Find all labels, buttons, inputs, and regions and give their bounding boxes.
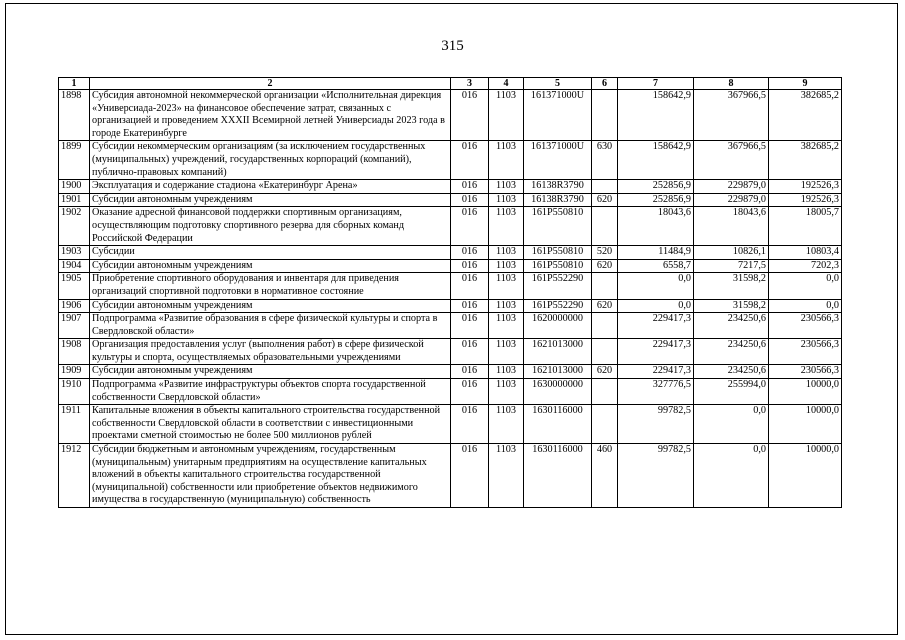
- row-amount-col8: 255994,0: [694, 379, 769, 405]
- row-amount-col9: 7202,3: [769, 259, 842, 273]
- row-amount-col7: 6558,7: [618, 259, 694, 273]
- row-number: 1908: [59, 339, 90, 365]
- row-amount-col7: 229417,3: [618, 365, 694, 379]
- col-header-7: 7: [618, 78, 694, 90]
- row-amount-col7: 158642,9: [618, 90, 694, 141]
- row-amount-col7: 252856,9: [618, 193, 694, 207]
- row-expense-type: 460: [592, 444, 618, 508]
- row-target-code: 1621013000: [524, 339, 592, 365]
- row-admin-code: 016: [451, 273, 489, 299]
- row-number: 1912: [59, 444, 90, 508]
- row-section-code: 1103: [489, 141, 524, 180]
- row-number: 1909: [59, 365, 90, 379]
- row-name: Субсидии бюджетным и автономным учреждениям, государственным (муниципальным) унитарным предприятиям на осуществление капитальных вложений в объекты капитального строительства государственной (муниципальной) собственности или приобретение объектов недвижимого имущества в государственную (муниципальную) собственность: [90, 444, 451, 508]
- row-number: 1902: [59, 207, 90, 246]
- row-section-code: 1103: [489, 444, 524, 508]
- row-section-code: 1103: [489, 246, 524, 260]
- row-section-code: 1103: [489, 379, 524, 405]
- row-expense-type: [592, 313, 618, 339]
- col-header-1: 1: [59, 78, 90, 90]
- row-amount-col8: 229879,0: [694, 193, 769, 207]
- col-header-5: 5: [524, 78, 592, 90]
- row-amount-col9: 382685,2: [769, 90, 842, 141]
- row-target-code: 16138R3790: [524, 193, 592, 207]
- row-name: Субсидии автономным учреждениям: [90, 193, 451, 207]
- row-amount-col8: 10826,1: [694, 246, 769, 260]
- row-amount-col8: 367966,5: [694, 141, 769, 180]
- row-admin-code: 016: [451, 141, 489, 180]
- row-amount-col7: 99782,5: [618, 444, 694, 508]
- row-number: 1903: [59, 246, 90, 260]
- row-expense-type: [592, 90, 618, 141]
- row-number: 1904: [59, 259, 90, 273]
- table-row: [59, 180, 842, 194]
- row-admin-code: 016: [451, 299, 489, 313]
- row-admin-code: 016: [451, 405, 489, 444]
- row-expense-type: [592, 207, 618, 246]
- row-amount-col7: 0,0: [618, 299, 694, 313]
- row-amount-col8: 367966,5: [694, 90, 769, 141]
- row-section-code: 1103: [489, 90, 524, 141]
- row-section-code: 1103: [489, 365, 524, 379]
- table-row: [59, 193, 842, 207]
- row-amount-col7: 0,0: [618, 273, 694, 299]
- row-target-code: 161371000U: [524, 141, 592, 180]
- col-header-8: 8: [694, 78, 769, 90]
- row-amount-col9: 192526,3: [769, 180, 842, 194]
- col-header-6: 6: [592, 78, 618, 90]
- row-amount-col9: 0,0: [769, 299, 842, 313]
- row-section-code: 1103: [489, 313, 524, 339]
- row-admin-code: 016: [451, 207, 489, 246]
- row-amount-col8: 0,0: [694, 444, 769, 508]
- row-name: Подпрограмма «Развитие образования в сфере физической культуры и спорта в Свердловской области»: [90, 313, 451, 339]
- row-amount-col8: 31598,2: [694, 299, 769, 313]
- row-target-code: 1620000000: [524, 313, 592, 339]
- row-target-code: 1621013000: [524, 365, 592, 379]
- row-number: 1910: [59, 379, 90, 405]
- row-amount-col7: 158642,9: [618, 141, 694, 180]
- row-amount-col8: 7217,5: [694, 259, 769, 273]
- row-amount-col9: 230566,3: [769, 365, 842, 379]
- row-amount-col7: 99782,5: [618, 405, 694, 444]
- row-amount-col8: 229879,0: [694, 180, 769, 194]
- row-amount-col8: 234250,6: [694, 365, 769, 379]
- col-header-3: 3: [451, 78, 489, 90]
- row-amount-col9: 230566,3: [769, 313, 842, 339]
- row-amount-col8: 31598,2: [694, 273, 769, 299]
- row-name: Субсидии: [90, 246, 451, 260]
- row-amount-col9: 10803,4: [769, 246, 842, 260]
- row-number: 1905: [59, 273, 90, 299]
- row-amount-col9: 18005,7: [769, 207, 842, 246]
- row-target-code: 161371000U: [524, 90, 592, 141]
- row-admin-code: 016: [451, 339, 489, 365]
- row-amount-col9: 0,0: [769, 273, 842, 299]
- table-row: [59, 207, 842, 246]
- row-name: Организация предоставления услуг (выполнения работ) в сфере физической культуры и спорта, осуществляемых образовательными учреждениями: [90, 339, 451, 365]
- row-name: Субсидии автономным учреждениям: [90, 365, 451, 379]
- row-amount-col7: 18043,6: [618, 207, 694, 246]
- row-number: 1911: [59, 405, 90, 444]
- row-section-code: 1103: [489, 180, 524, 194]
- row-amount-col9: 10000,0: [769, 444, 842, 508]
- table-row: [59, 405, 842, 444]
- row-expense-type: 620: [592, 259, 618, 273]
- row-admin-code: 016: [451, 246, 489, 260]
- table-row: [59, 339, 842, 365]
- row-admin-code: 016: [451, 259, 489, 273]
- table-row: [59, 246, 842, 260]
- row-amount-col8: 234250,6: [694, 313, 769, 339]
- row-admin-code: 016: [451, 365, 489, 379]
- row-amount-col7: 327776,5: [618, 379, 694, 405]
- row-section-code: 1103: [489, 339, 524, 365]
- row-amount-col7: 229417,3: [618, 313, 694, 339]
- row-section-code: 1103: [489, 299, 524, 313]
- row-amount-col7: 252856,9: [618, 180, 694, 194]
- row-expense-type: 630: [592, 141, 618, 180]
- row-target-code: 161P550810: [524, 259, 592, 273]
- row-section-code: 1103: [489, 405, 524, 444]
- row-admin-code: 016: [451, 193, 489, 207]
- row-amount-col8: 0,0: [694, 405, 769, 444]
- row-section-code: 1103: [489, 207, 524, 246]
- row-name: Субсидия автономной некоммерческой организации «Исполнительная дирекция «Универсиада-2023» на финансовое обеспечение затрат, связанных с организацией и проведением XXXII Всемирной летней Универсиады 2023 года в городе Екатеринбурге: [90, 90, 451, 141]
- row-amount-col7: 11484,9: [618, 246, 694, 260]
- row-amount-col8: 234250,6: [694, 339, 769, 365]
- row-expense-type: [592, 273, 618, 299]
- row-admin-code: 016: [451, 180, 489, 194]
- row-amount-col9: 382685,2: [769, 141, 842, 180]
- row-name: Подпрограмма «Развитие инфраструктуры объектов спорта государственной собственности Свердловской области»: [90, 379, 451, 405]
- row-amount-col8: 18043,6: [694, 207, 769, 246]
- row-section-code: 1103: [489, 193, 524, 207]
- col-header-4: 4: [489, 78, 524, 90]
- row-number: 1906: [59, 299, 90, 313]
- row-number: 1899: [59, 141, 90, 180]
- col-header-9: 9: [769, 78, 842, 90]
- row-target-code: 161P552290: [524, 273, 592, 299]
- row-name: Эксплуатация и содержание стадиона «Екатеринбург Арена»: [90, 180, 451, 194]
- row-expense-type: [592, 180, 618, 194]
- row-target-code: 1630116000: [524, 444, 592, 508]
- table-row: [59, 259, 842, 273]
- row-number: 1900: [59, 180, 90, 194]
- row-expense-type: 620: [592, 193, 618, 207]
- row-name: Субсидии некоммерческим организациям (за исключением государственных (муниципальных) учреждений, государственных корпораций (компаний), публично-правовых компаний): [90, 141, 451, 180]
- page-number: 315: [441, 38, 464, 54]
- row-expense-type: 520: [592, 246, 618, 260]
- row-admin-code: 016: [451, 90, 489, 141]
- row-target-code: 1630000000: [524, 379, 592, 405]
- table-row: [59, 313, 842, 339]
- row-section-code: 1103: [489, 273, 524, 299]
- row-name: Оказание адресной финансовой поддержки спортивным организациям, осуществляющим подготовку спортивного резерва для сборных команд Российской Федерации: [90, 207, 451, 246]
- row-amount-col9: 10000,0: [769, 405, 842, 444]
- col-header-2: 2: [90, 78, 451, 90]
- row-amount-col9: 192526,3: [769, 193, 842, 207]
- row-expense-type: 620: [592, 299, 618, 313]
- row-expense-type: [592, 379, 618, 405]
- row-target-code: 161P552290: [524, 299, 592, 313]
- table-row: [59, 273, 842, 299]
- row-name: Субсидии автономным учреждениям: [90, 259, 451, 273]
- table-row: [59, 299, 842, 313]
- table-row: [59, 365, 842, 379]
- row-target-code: 1630116000: [524, 405, 592, 444]
- row-expense-type: 620: [592, 365, 618, 379]
- row-amount-col7: 229417,3: [618, 339, 694, 365]
- table-row: [59, 379, 842, 405]
- row-target-code: 16138R3790: [524, 180, 592, 194]
- row-admin-code: 016: [451, 313, 489, 339]
- budget-table: [58, 77, 842, 508]
- row-expense-type: [592, 405, 618, 444]
- row-name: Приобретение спортивного оборудования и инвентаря для приведения организаций спортивной подготовки в нормативное состояние: [90, 273, 451, 299]
- table-row: [59, 444, 842, 508]
- table-row: [59, 90, 842, 141]
- row-section-code: 1103: [489, 259, 524, 273]
- row-amount-col9: 230566,3: [769, 339, 842, 365]
- header-row: [59, 78, 842, 90]
- row-amount-col9: 10000,0: [769, 379, 842, 405]
- table-row: [59, 141, 842, 180]
- row-target-code: 161P550810: [524, 246, 592, 260]
- row-name: Субсидии автономным учреждениям: [90, 299, 451, 313]
- row-admin-code: 016: [451, 379, 489, 405]
- row-expense-type: [592, 339, 618, 365]
- row-number: 1901: [59, 193, 90, 207]
- row-number: 1898: [59, 90, 90, 141]
- row-name: Капитальные вложения в объекты капитального строительства государственной собственности Свердловской области в соответствии с инвестиционными проектами сметной стоимостью не более 500 миллионов рублей: [90, 405, 451, 444]
- row-number: 1907: [59, 313, 90, 339]
- row-target-code: 161P550810: [524, 207, 592, 246]
- row-admin-code: 016: [451, 444, 489, 508]
